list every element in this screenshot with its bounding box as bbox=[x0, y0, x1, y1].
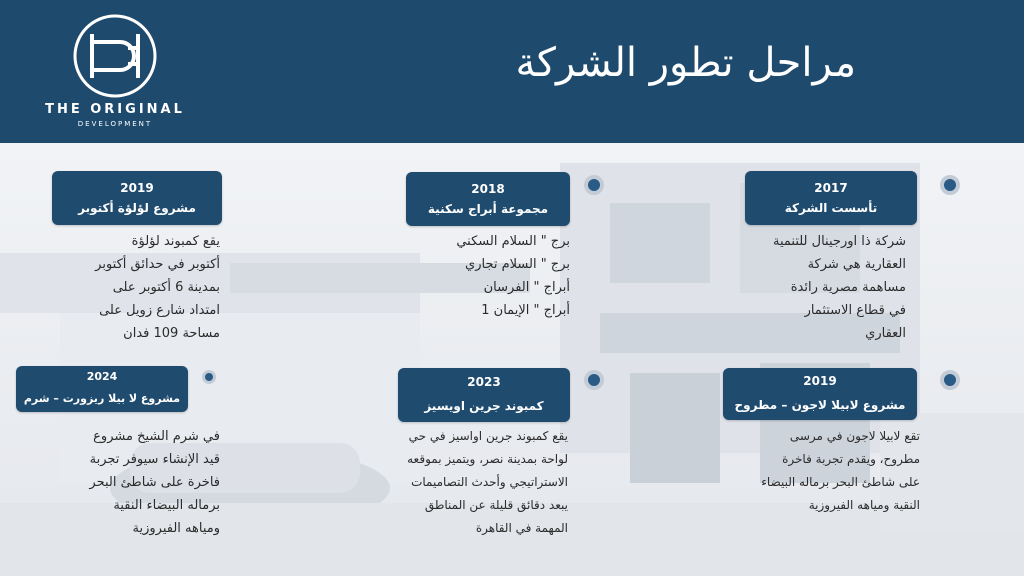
milestone-year: 2023 bbox=[467, 375, 501, 389]
milestone-year: 2024 bbox=[86, 370, 118, 383]
logo-emblem-icon bbox=[40, 14, 190, 99]
description-line: فاخرة على شاطئ البحر bbox=[89, 475, 220, 490]
description-line: يبعد دقائق قليلة عن المناطق bbox=[424, 498, 568, 512]
description-line: الاستراتيجي وأحدث التصاميمات bbox=[411, 475, 568, 489]
milestone-title: مجموعة أبراج سكنية bbox=[427, 202, 549, 216]
description-line: النقية ومياهه الفيروزية bbox=[808, 498, 920, 512]
milestone-description-2023-green-oasis bbox=[368, 425, 568, 540]
description-line: امتداد شارع زويل على bbox=[99, 303, 220, 318]
timeline-dot bbox=[940, 370, 960, 390]
description-line: على شاطئ البحر برماله البيضاء bbox=[761, 475, 920, 489]
description-line: لواحة بمدينة نصر، ويتميز بموقعه bbox=[407, 452, 568, 466]
description-line: أبراج " الفرسان bbox=[483, 280, 570, 295]
milestone-title: تأسست الشركة bbox=[784, 201, 878, 215]
brand-subtitle: DEVELOPMENT bbox=[77, 120, 153, 128]
description-line: أبراج " الإيمان 1 bbox=[481, 303, 570, 318]
description-line: مساحة 109 فدان bbox=[123, 326, 220, 341]
milestone-card-2018-towers bbox=[406, 172, 570, 226]
description-line: يقع كمبوند جرين اواسيز في حي bbox=[408, 429, 568, 443]
description-line: مطروح، ويقدم تجربة فاخرة bbox=[782, 452, 920, 466]
description-line: المهمة في القاهرة bbox=[475, 521, 568, 535]
description-line: أكتوبر في حدائق أكتوبر bbox=[95, 257, 220, 272]
timeline-dot bbox=[202, 370, 216, 384]
description-line: ومياهه الفيروزية bbox=[132, 521, 220, 536]
description-line: تقع لابيلا لاجون في مرسى bbox=[789, 429, 920, 443]
milestone-description-2017-founded bbox=[740, 230, 906, 345]
milestone-description-2024-sharm bbox=[60, 425, 220, 540]
description-line: في شرم الشيخ مشروع bbox=[93, 429, 220, 444]
milestone-card-2017-founded bbox=[745, 171, 917, 225]
timeline-dot bbox=[584, 175, 604, 195]
brand-name: THE ORIGINAL bbox=[45, 102, 185, 117]
milestone-description-2019-matrouh bbox=[740, 425, 920, 517]
timeline-dot bbox=[584, 370, 604, 390]
description-line: يقع كمبوند لؤلؤة bbox=[131, 234, 220, 249]
milestone-year: 2017 bbox=[814, 181, 848, 195]
milestone-title: مشروع لا بيلا ريزورت – شرم bbox=[23, 392, 181, 405]
company-logo bbox=[40, 14, 190, 132]
description-line: قيد الإنشاء سيوفر تجربة bbox=[89, 452, 220, 467]
header-bar bbox=[0, 0, 1024, 143]
description-line: مساهمة مصرية رائدة bbox=[790, 280, 906, 295]
page-title: مراحل تطور الشركة bbox=[515, 40, 856, 86]
milestone-card-2019-october bbox=[52, 171, 222, 225]
description-line: برماله البيضاء النقية bbox=[113, 498, 220, 513]
description-line: بمدينة 6 أكتوبر على bbox=[112, 280, 220, 295]
milestone-title: كمبوند جرين اويسيز bbox=[424, 399, 544, 413]
description-line: العقارية هي شركة bbox=[807, 257, 906, 272]
milestone-card-2023-green-oasis bbox=[398, 368, 570, 422]
description-line: في قطاع الاستثمار bbox=[804, 303, 906, 318]
milestone-card-2019-matrouh bbox=[723, 368, 917, 420]
milestone-year: 2019 bbox=[120, 181, 154, 195]
milestone-title: مشروع لؤلؤة أكتوبر bbox=[78, 201, 196, 215]
milestone-description-2019-october bbox=[60, 230, 220, 345]
description-line: شركة ذا اورجينال للتنمية bbox=[773, 234, 906, 249]
description-line: برج " السلام السكني bbox=[456, 234, 570, 249]
description-line: برج " السلام تجاري bbox=[465, 257, 570, 272]
description-line: العقاري bbox=[865, 326, 906, 341]
milestone-year: 2019 bbox=[803, 374, 837, 388]
timeline-dot bbox=[940, 175, 960, 195]
milestone-year: 2018 bbox=[471, 182, 505, 196]
milestone-description-2018-towers bbox=[410, 230, 570, 322]
milestone-title: مشروع لابيلا لاجون – مطروح bbox=[734, 398, 906, 412]
milestone-card-2024-sharm bbox=[16, 366, 188, 412]
